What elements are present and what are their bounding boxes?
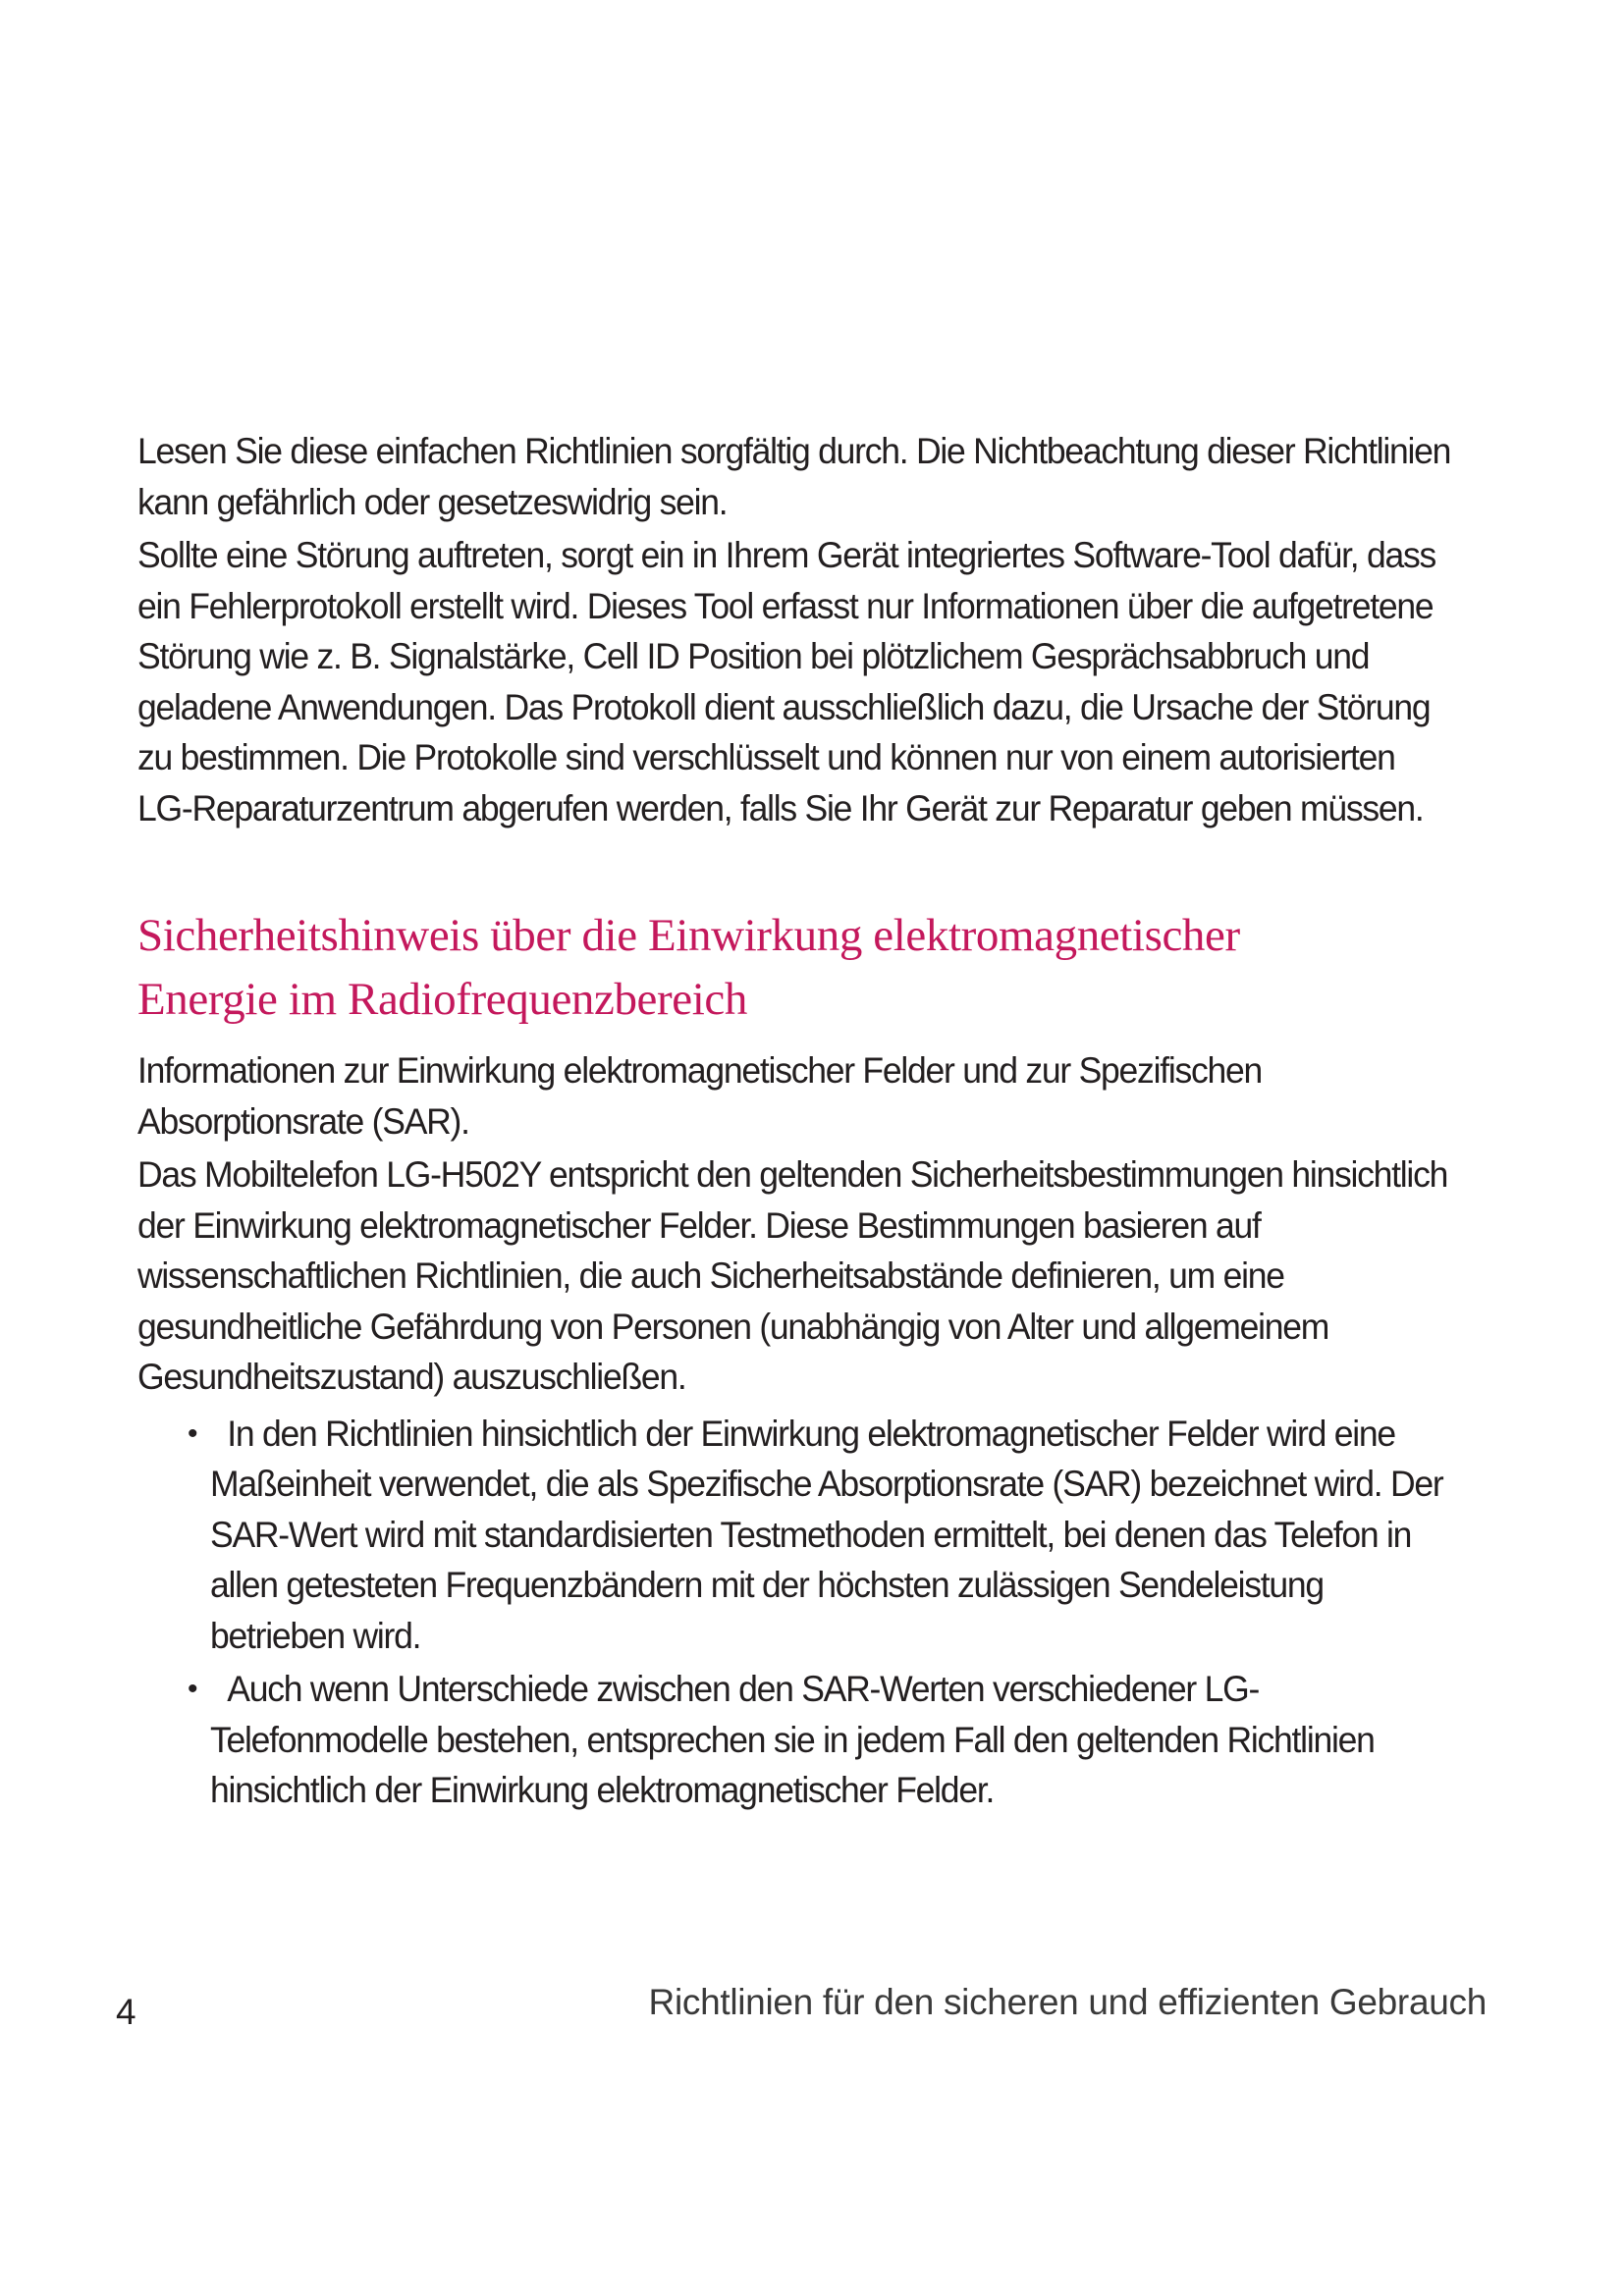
bullet-icon: • [188,1416,198,1450]
section-paragraph: Das Mobiltelefon LG-H502Y entspricht den geltenden Sicherheitsbestimmungen hinsichtlich der Einwirkung elektromagnetischer Felder. Diese Bestimmungen basieren auf wissenschaftlichen Richtlinien, die auch Sicherheitsabstände definieren, um eine gesundheitliche Gefährdung von Personen (unabhängig von Alter und allgemeinem Gesundheitszustand) auszuschließen. [137,1154,1448,1397]
footer-title: Richtlinien für den sicheren und effizienten Gebrauch [648,1982,1487,2022]
bullet-list [137,1409,1453,1816]
bullet-icon: • [188,1673,198,1705]
section-heading-line: Sicherheitshinweis über die Einwirkung elektromagnetischer [137,910,1240,961]
intro-paragraph: Lesen Sie diese einfachen Richtlinien sorgfältig durch. Die Nichtbeachtung dieser Richtlinien kann gefährlich oder gesetzeswidrig sein. [137,431,1451,522]
section-heading [137,904,1453,1032]
section-paragraph: Informationen zur Einwirkung elektromagnetischer Felder und zur Spezifischen Absorptionsrate (SAR). [137,1050,1263,1142]
section-heading-line: Energie im Radiofrequenzbereich [137,974,747,1025]
intro-paragraph: Sollte eine Störung auftreten, sorgt ein in Ihrem Gerät integriertes Software-Tool dafür, dass ein Fehlerprotokoll erstellt wird. Dieses Tool erfasst nur Informationen über die aufgetretene Störung wie z. B. Signalstärke, Cell ID Position bei plötzlichem Gesprächsabbruch und geladene Anwendungen. Das Protokoll dient ausschließlich dazu, die Ursache der Störung zu bestimmen. Die Protokolle sind verschlüsselt und können nur von einem autorisierten LG-Reparaturzentrum abgerufen werden, falls Sie Ihr Gerät zur Reparatur geben müssen. [137,535,1436,828]
list-item-text: Auch wenn Unterschiede zwischen den SAR-Werten verschiedener LG-Telefonmodelle bestehen, entsprechen sie in jedem Fall den geltenden Richtlinien hinsichtlich der Einwirkung elektromagnetischer Felder. [210,1669,1375,1810]
page-number: 4 [116,1992,136,2032]
list-item-text: In den Richtlinien hinsichtlich der Einwirkung elektromagnetischer Felder wird eine Maßeinheit verwendet, die als Spezifische Absorptionsrate (SAR) bezeichnet wird. Der SAR-Wert wird mit standardisierten Testmethoden ermittelt, bei denen das Telefon in allen getesteten Frequenzbändern mit der höchsten zulässigen Sendeleistung betrieben wird. [210,1413,1443,1656]
list-item [137,1664,1453,1816]
page-content [137,426,1453,1819]
list-item [137,1409,1453,1662]
